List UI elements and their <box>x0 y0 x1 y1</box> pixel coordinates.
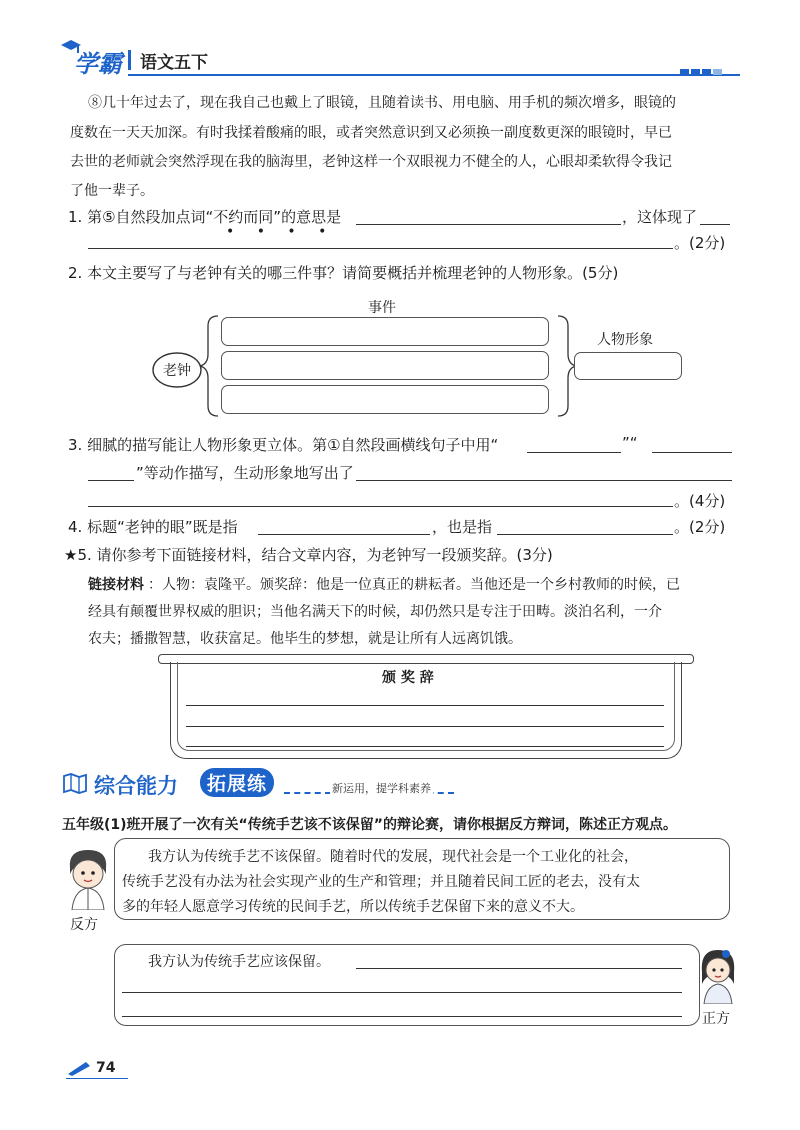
link-material-line: 经具有颠覆世界权威的胆识；当他名满天下的时候，却仍然只是专注于田畴。淡泊名利，一介 <box>88 604 662 620</box>
answer-blank[interactable] <box>700 224 730 225</box>
trait-box[interactable] <box>574 352 682 380</box>
question-4-mid: ，也是指 <box>432 518 493 536</box>
answer-blank[interactable] <box>356 224 621 225</box>
question-5-label: ★5. 请你参考下面链接材料，结合文章内容，为老钟写一段颁奖辞。(3分) <box>64 546 553 564</box>
passage-line: 度数在一天天加深。有时我揉着酸痛的眼，或者突然意识到又必须换一副度数更深的眼镜时，早已 <box>70 125 672 141</box>
event-box-3[interactable] <box>221 385 549 414</box>
pro-speech-start: 我方认为传统手艺应该保留。 <box>148 954 330 970</box>
question-1-score: 。(2分) <box>674 234 726 252</box>
pen-icon <box>66 1060 92 1076</box>
question-3-score: 。(4分) <box>674 492 726 510</box>
question-3-line2: ”等动作描写，生动形象地写出了 <box>136 464 354 482</box>
award-title: 颁 奖 辞 <box>382 670 434 686</box>
con-speech-line: 多的年轻人愿意学习传统的民间手艺，所以传统手艺保留下来的意义不大。 <box>122 899 584 915</box>
con-label: 反方 <box>70 917 98 933</box>
answer-blank[interactable] <box>88 480 134 481</box>
answer-blank[interactable] <box>497 534 673 535</box>
boy-avatar-icon <box>62 846 114 910</box>
question-4-score: 。(2分) <box>674 518 726 536</box>
award-line[interactable] <box>186 746 664 747</box>
subject-title: 语文五下 <box>140 53 208 73</box>
header-deco-blocks <box>680 60 722 79</box>
award-line[interactable] <box>186 705 664 706</box>
events-title: 事件 <box>368 300 396 316</box>
answer-blank[interactable] <box>258 534 430 535</box>
pro-label: 正方 <box>702 1011 730 1027</box>
answer-blank[interactable] <box>88 248 673 249</box>
question-2-label: 2. 本文主要写了与老钟有关的哪三件事？请简要概括并梳理老钟的人物形象。(5分) <box>68 264 619 282</box>
map-icon <box>62 772 88 794</box>
brand-logo: 学霸 <box>74 50 122 78</box>
pro-answer-line[interactable] <box>122 1016 682 1017</box>
question-3-line1: 3. 细腻的描写能让人物形象更立体。第①自然段画横线句子中用“ <box>68 436 499 454</box>
section-title: 综合能力 <box>94 774 178 798</box>
section-header <box>62 768 462 802</box>
link-material-title: 链接材料 <box>88 577 144 593</box>
question-1-label: 1. 第⑤自然段加点词“不约而同”的意思是 <box>68 208 342 226</box>
link-material-line: ：人物：袁隆平。颁奖辞：他是一位真正的耕耘者。当他还是一个乡村教师的时候，已 <box>148 577 680 593</box>
pro-answer-line[interactable] <box>356 968 682 969</box>
page-number: 74 <box>96 1060 116 1076</box>
question-1-mid: ，这体现了 <box>622 208 698 226</box>
emphasis-dots: • • • • <box>226 224 336 240</box>
girl-avatar-icon <box>696 944 740 1004</box>
answer-blank[interactable] <box>652 452 732 453</box>
debate-prompt: 五年级(1)班开展了一次有关“传统手艺该不该保留”的辩论赛，请你根据反方辩词，陈述正方观点。 <box>62 817 677 833</box>
question-3-quote-mid: ”“ <box>622 434 638 452</box>
event-box-2[interactable] <box>221 351 549 380</box>
event-box-1[interactable] <box>221 317 549 346</box>
pro-answer-line[interactable] <box>122 992 682 993</box>
award-line[interactable] <box>186 726 664 727</box>
passage-line: 去世的老师就会突然浮现在我的脑海里，老钟这样一个双眼视力不健全的人，心眼却柔软得令我记 <box>70 154 672 170</box>
header-divider <box>128 50 131 70</box>
answer-blank[interactable] <box>527 452 621 453</box>
con-speech-line: 传统手艺没有办法为社会实现产业的生产和管理；并且随着民间工匠的老去，没有太 <box>122 874 640 890</box>
answer-blank[interactable] <box>356 480 732 481</box>
link-material-line: 农夫；播撒智慧，收获富足。他毕生的梦想，就是让所有人远离饥饿。 <box>88 631 522 647</box>
con-speech-line: 我方认为传统手艺不该保留。随着时代的发展，现代社会是一个工业化的社会， <box>148 849 638 865</box>
person-title: 人物形象 <box>597 332 653 348</box>
header <box>60 38 740 78</box>
answer-blank[interactable] <box>88 506 673 507</box>
footer-rule <box>66 1078 128 1079</box>
header-rule <box>128 74 740 76</box>
section-tagline: 新运用，提学科素养 <box>332 782 431 795</box>
center-label: 老钟 <box>163 363 191 379</box>
section-badge: 拓展练 <box>200 768 274 797</box>
passage-line: 了他一辈子。 <box>70 183 154 199</box>
passage-line: ⑧几十年过去了，现在我自己也戴上了眼镜，且随着读书、用电脑、用手机的频次增多，眼镜的 <box>88 95 676 111</box>
question-4-label: 4. 标题“老钟的眼”既是指 <box>68 518 238 536</box>
